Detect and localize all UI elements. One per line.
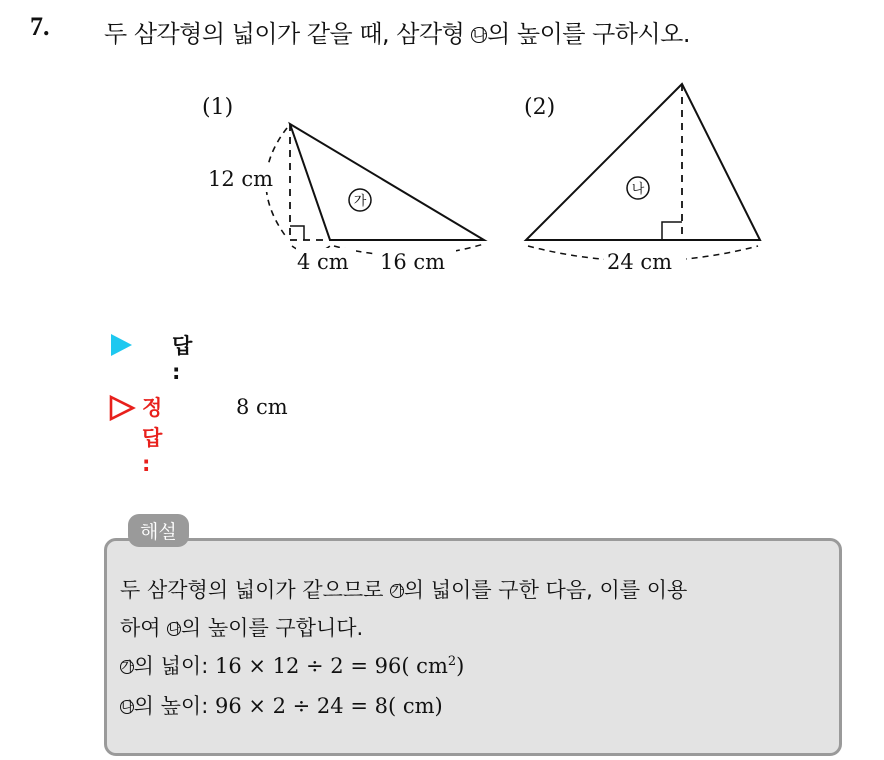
filled-play-triangle-icon xyxy=(108,332,134,358)
question-number: 7. xyxy=(30,12,50,41)
solution-line-1-text-b: 의 넓이를 구한 다음, 이를 이용 xyxy=(403,578,688,602)
solution-line-4-expression: 96 × 2 ÷ 24 = 8( cm) xyxy=(214,694,443,718)
triangle-2-shape xyxy=(526,84,760,240)
outline-play-triangle-icon xyxy=(108,394,136,422)
triangle-na-marker: 나 xyxy=(472,26,487,45)
solution-line-1 xyxy=(120,574,687,604)
triangle-1-right-angle-mark xyxy=(290,226,304,240)
triangle-1-shape xyxy=(290,124,484,240)
solution-line-3-label: 의 넓이: xyxy=(133,654,215,678)
correct-answer-value: 8 cm xyxy=(236,395,288,419)
solution-line-3-expression: 16 × 12 ÷ 2 = 96( cm xyxy=(214,654,448,678)
solution-line-2-text-a: 하여 xyxy=(120,616,168,640)
solution-line-3-marker: 가 xyxy=(121,660,134,676)
solution-tab: 해설 xyxy=(128,514,189,547)
solution-line-1-marker: 가 xyxy=(391,584,404,600)
correct-answer-label: 정답 : xyxy=(142,396,163,476)
solution-box xyxy=(104,538,842,756)
triangle-2-base-label: 24 cm xyxy=(607,250,673,274)
triangle-1 xyxy=(202,95,484,274)
triangle-1-height-label: 12 cm xyxy=(208,167,274,191)
solution-line-2-text-b: 의 높이를 구합니다. xyxy=(180,616,364,640)
triangle-2 xyxy=(524,84,760,274)
triangles-figure xyxy=(0,70,884,300)
solution-line-4-label: 의 높이: xyxy=(133,694,215,718)
triangle-2-marker: 나 xyxy=(631,182,645,197)
solution-line-3-close: ) xyxy=(456,654,465,678)
question-text xyxy=(104,14,690,49)
solution-line-4-marker: 나 xyxy=(121,700,134,716)
question-text-before: 두 삼각형의 넓이가 같을 때, 삼각형 xyxy=(104,20,472,48)
triangle-2-right-angle-mark xyxy=(662,222,682,240)
triangle-1-marker: 가 xyxy=(353,194,367,209)
solution-line-3 xyxy=(120,650,464,680)
solution-line-3-exponent: 2 xyxy=(447,654,457,669)
solution-line-2-marker: 나 xyxy=(168,622,181,638)
solution-line-1-text-a: 두 삼각형의 넓이가 같으므로 xyxy=(120,578,391,602)
question-text-after: 의 높이를 구하시오. xyxy=(487,20,690,48)
triangle-1-offset-label: 4 cm xyxy=(297,250,349,274)
solution-line-4 xyxy=(120,690,443,720)
answer-label: 답 : xyxy=(172,334,193,384)
triangle-1-base-label: 16 cm xyxy=(380,250,446,274)
solution-line-2 xyxy=(120,612,363,642)
triangle-2-caption: (2) xyxy=(524,95,556,120)
triangle-1-caption: (1) xyxy=(202,95,234,120)
